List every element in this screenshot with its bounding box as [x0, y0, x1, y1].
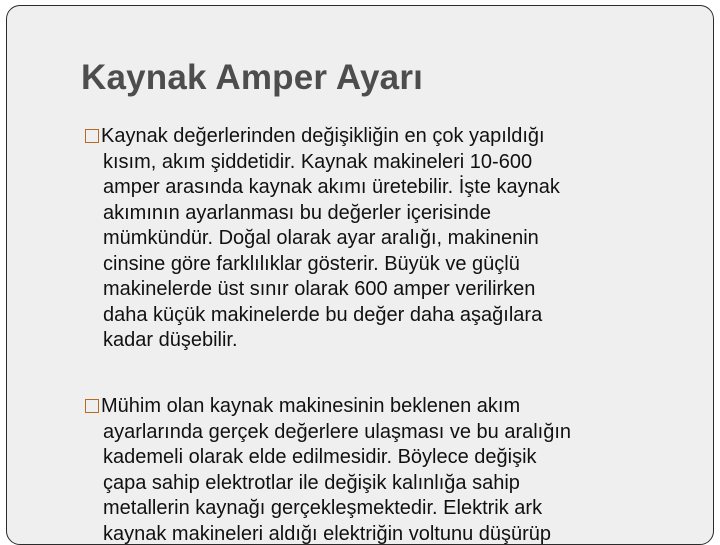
text-line: çapa sahip elektrotlar ile değişik kalınlığa sahip	[103, 471, 675, 497]
text-line: Kaynak değerlerinden değişikliğin en çok yapıldığı	[101, 124, 675, 150]
bullet-text-1	[85, 124, 675, 354]
text-line: daha küçük makinelerde bu değer daha aşağılara	[103, 303, 675, 329]
text-line: ayarlarında gerçek değerlere ulaşması ve bu aralığın	[103, 420, 675, 446]
text-line: kademeli olarak elde edilmesidir. Böylece değişik	[103, 445, 675, 471]
bullet-paragraph-2	[85, 394, 675, 545]
text-line: akımının ayarlanması bu değerler içerisinde	[103, 201, 675, 227]
text-line: kadar düşebilir.	[103, 328, 675, 354]
text-line: mümkündür. Doğal olarak ayar aralığı, makinenin	[103, 226, 675, 252]
text-line: cinsine göre farklılıklar gösterir. Büyük ve güçlü	[103, 252, 675, 278]
bullet-square-icon	[85, 129, 99, 143]
text-line: metallerin kaynağı gerçekleşmektedir. Elektrik ark	[103, 496, 675, 522]
text-line: Mühim olan kaynak makinesinin beklenen akım	[101, 394, 675, 420]
text-line: amper arasında kaynak akımı üretebilir. İşte kaynak	[103, 175, 675, 201]
slide-frame	[6, 5, 714, 545]
text-line: makinelerde üst sınır olarak 600 amper verilirken	[103, 277, 675, 303]
text-line: kısım, akım şiddetidir. Kaynak makineleri 10-600	[103, 150, 675, 176]
bullet-text-2	[85, 394, 675, 545]
bullet-square-icon	[85, 399, 99, 413]
slide-title: Kaynak Amper Ayarı	[81, 58, 423, 98]
text-line: kaynak makineleri aldığı elektriğin voltunu düşürüp	[103, 522, 675, 545]
bullet-paragraph-1	[85, 124, 675, 354]
